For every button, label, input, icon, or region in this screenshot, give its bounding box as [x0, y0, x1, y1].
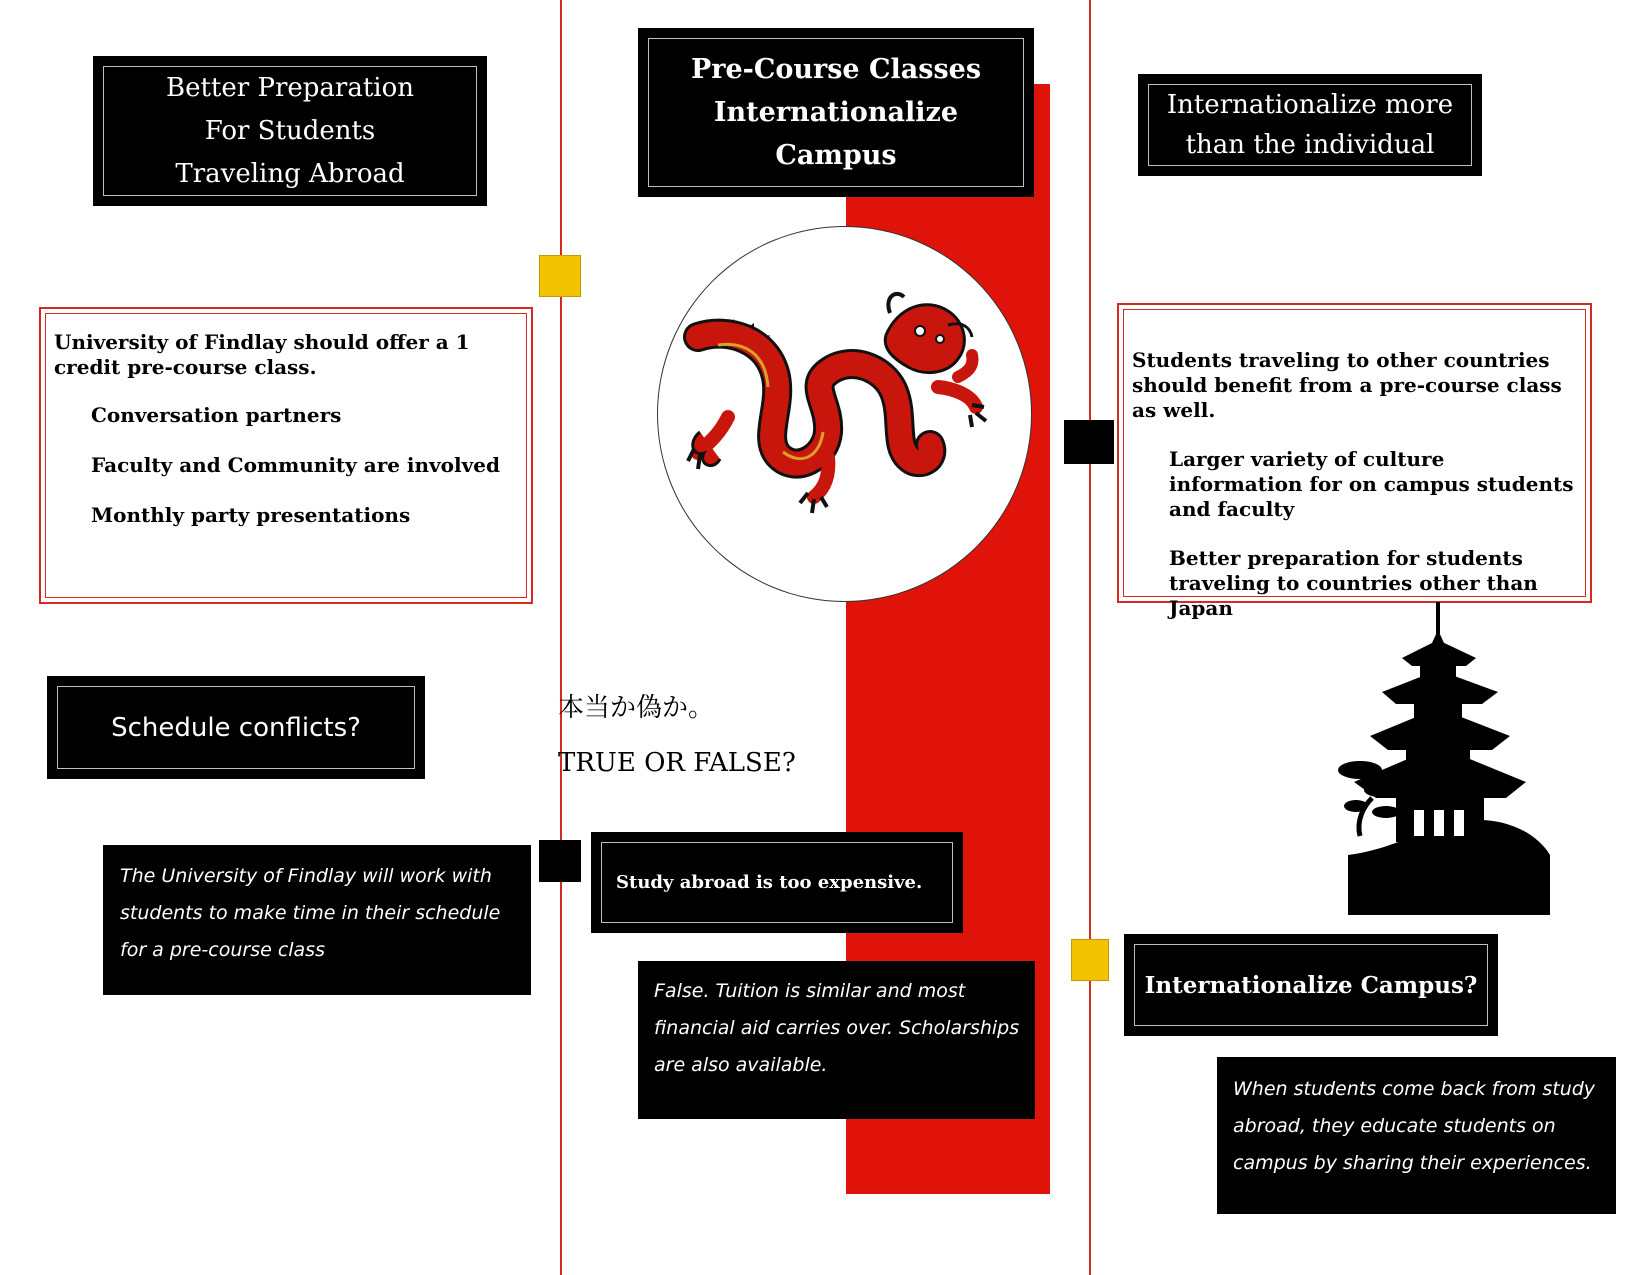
yellow-square-bottom [1071, 939, 1109, 981]
left-info-box [39, 307, 533, 604]
left-title-line-3: Traveling Abroad [175, 158, 405, 189]
schedule-answer-box [103, 845, 531, 995]
right-title-line-2: than the individual [1185, 130, 1435, 160]
statement-text: Study abroad is too expensive. [616, 872, 923, 893]
statement-box [591, 832, 963, 933]
left-bullet-1: Conversation partners [91, 403, 342, 427]
offer-text: University of Findlay should offer a 1 credit pre-course class. [54, 330, 470, 379]
schedule-question-box [47, 676, 425, 779]
dragon-icon [658, 227, 1031, 601]
statement-answer: False. Tuition is similar and most financial aid carries over. Scholarships are also available. [654, 980, 1020, 1076]
campus-question-box [1124, 934, 1498, 1036]
right-title-box [1138, 74, 1482, 176]
schedule-answer: The University of Findlay will work with students to make time in their schedule for a pre-course class [120, 865, 501, 961]
campus-answer-box [1217, 1057, 1616, 1214]
right-bullet-1: Larger variety of culture information for on campus students and faculty [1169, 447, 1574, 521]
dragon-emblem [657, 226, 1032, 602]
center-title-box [638, 28, 1034, 197]
right-intro-text: Students traveling to other countries should benefit from a pre-course class as well. [1132, 348, 1562, 422]
black-square-right [1064, 420, 1114, 464]
left-title-box [93, 56, 487, 206]
left-bullet-3: Monthly party presentations [91, 503, 411, 527]
right-fold-line [1089, 0, 1091, 1275]
black-square-left [539, 840, 581, 882]
center-title-line-1: Pre-Course Classes [690, 54, 982, 85]
pagoda-icon [1330, 600, 1570, 915]
left-fold-line [560, 0, 562, 1275]
right-bullet-2: Better preparation for students traveling to countries other than Japan [1169, 546, 1538, 620]
campus-question: Internationalize Campus? [1144, 971, 1478, 999]
japanese-text: 本当か偽か。 [558, 693, 715, 723]
campus-answer: When students come back from study abroad, they educate students on campus by sharing their experiences. [1233, 1078, 1596, 1174]
true-false-heading: TRUE OR FALSE? [558, 748, 796, 778]
left-title-line-1: Better Preparation [165, 72, 414, 103]
statement-answer-box [638, 961, 1035, 1119]
left-bullet-2: Faculty and Community are involved [91, 453, 500, 477]
right-info-box [1117, 303, 1592, 620]
left-title-line-2: For Students [204, 115, 376, 146]
center-title-line-2: Internationalize [713, 97, 959, 128]
yellow-square-top [539, 255, 581, 297]
right-title-line-1: Internationalize more [1166, 90, 1454, 120]
center-title-line-3: Campus [775, 140, 897, 171]
schedule-question: Schedule conflicts? [111, 712, 361, 743]
